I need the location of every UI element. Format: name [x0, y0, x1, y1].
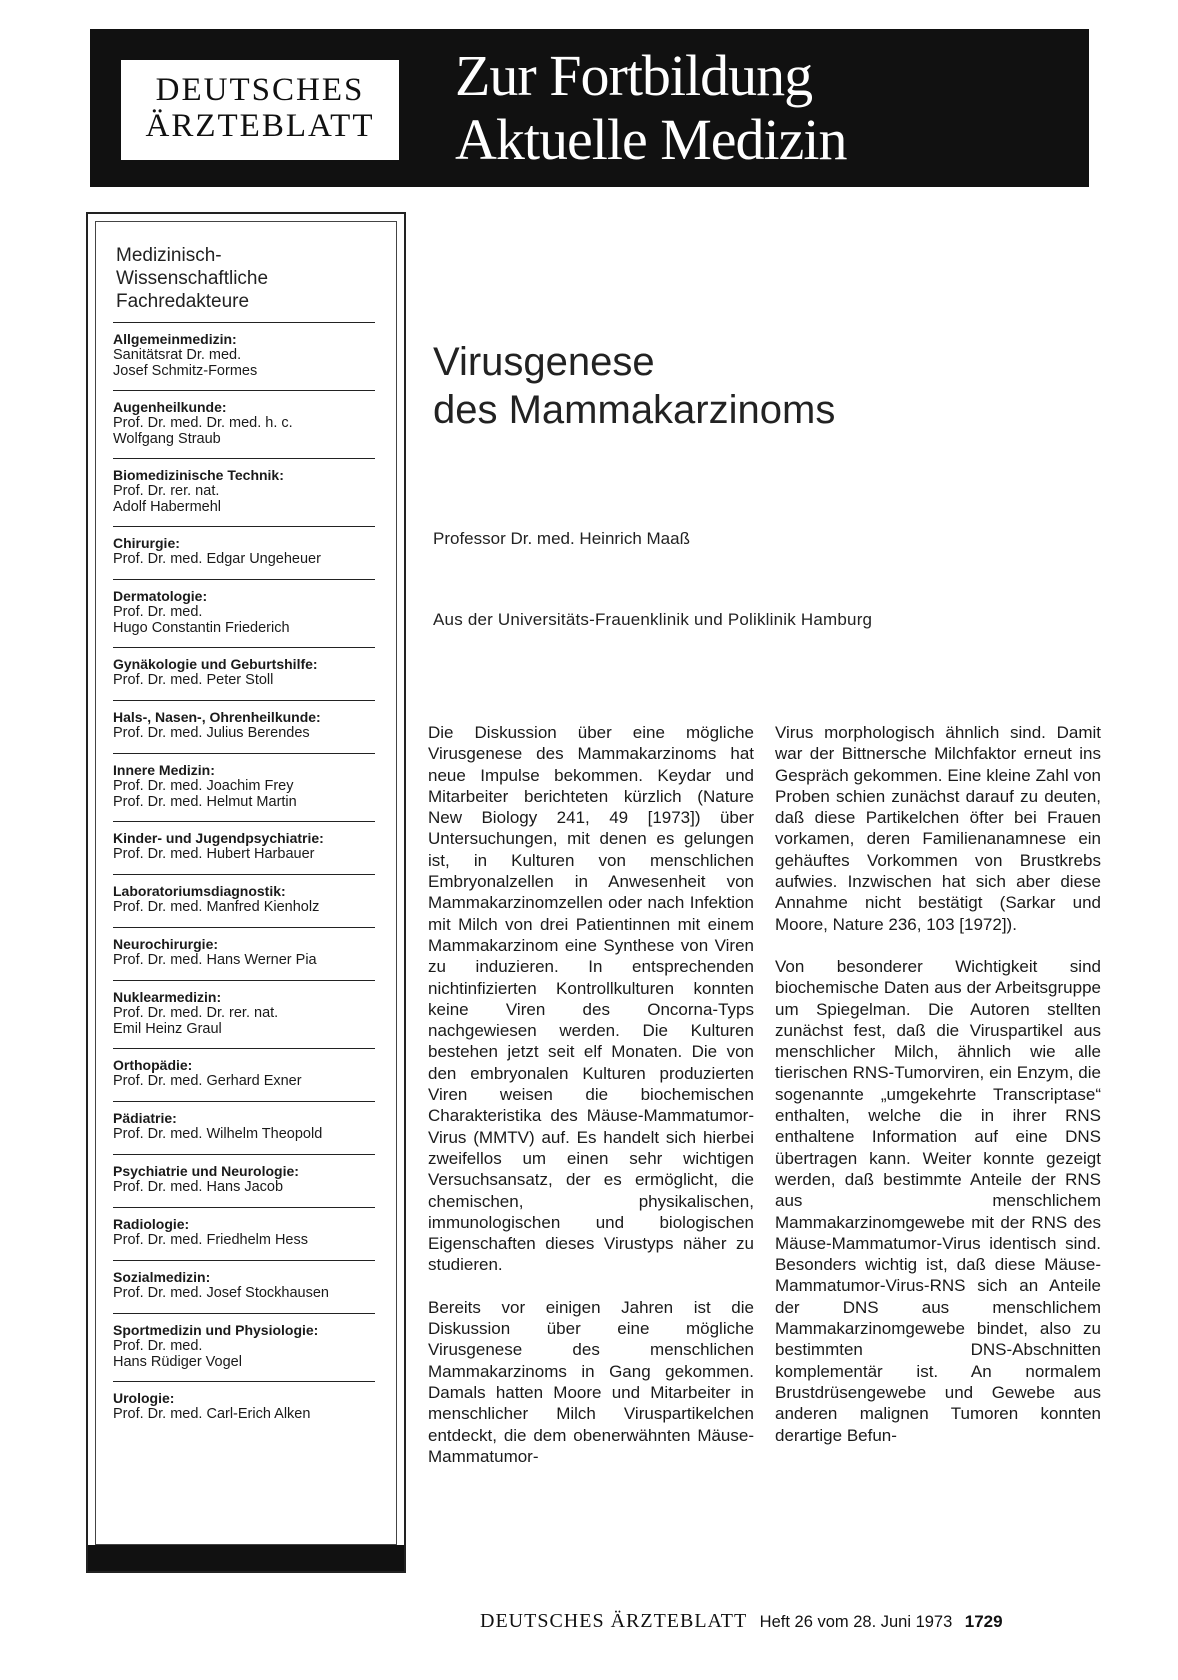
editor-specialty: Gynäkologie und Geburtshilfe:	[113, 656, 318, 672]
editor-entry	[113, 322, 375, 390]
article-column-1	[428, 722, 754, 1488]
editor-entry	[113, 390, 375, 458]
editor-entry	[113, 980, 375, 1048]
editor-entry	[113, 753, 375, 821]
editor-entry	[113, 1154, 375, 1207]
editor-specialty: Innere Medizin:	[113, 762, 215, 778]
editor-specialty: Nuklearmedizin:	[113, 989, 222, 1005]
editor-entry	[113, 579, 375, 647]
editor-specialty: Orthopädie:	[113, 1057, 193, 1073]
editors-sidebar	[86, 212, 406, 1573]
editor-name: Prof. Dr. rer. nat. Adolf Habermehl	[113, 483, 221, 515]
editor-name: Prof. Dr. med. Hans Werner Pia	[113, 952, 317, 968]
editors-list	[113, 322, 375, 1431]
editor-entry	[113, 821, 375, 874]
section-title-line-2: Aktuelle Medizin	[455, 107, 847, 172]
editor-name: Prof. Dr. med. Peter Stoll	[113, 672, 274, 688]
editor-entry	[113, 526, 375, 579]
masthead-line-2: ÄRZTEBLATT	[145, 108, 375, 144]
footer-issue: Heft 26 vom 28. Juni 1973	[759, 1613, 953, 1631]
editor-specialty: Allgemeinmedizin:	[113, 331, 237, 347]
editor-specialty: Augenheilkunde:	[113, 399, 227, 415]
editor-specialty: Radiologie:	[113, 1216, 190, 1232]
editor-specialty: Psychiatrie und Neurologie:	[113, 1163, 299, 1179]
editor-specialty: Neurochirurgie:	[113, 936, 219, 952]
editor-entry	[113, 1048, 375, 1101]
page-footer	[480, 1610, 1090, 1633]
editor-specialty: Biomedizinische Technik:	[113, 467, 284, 483]
editor-name: Prof. Dr. med. Dr. med. h. c. Wolfgang Straub	[113, 415, 293, 447]
article-paragraph: Virus morphologisch ähnlich sind. Damit war der Bittnersche Milchfaktor erneut ins Gespräch gekommen. Eine kleine Zahl von Proben schien zunächst darauf zu deuten, daß diese Partikelchen öfter bei Frauen vorkamen, deren Familienanamnese ein gehäuftes Vorkommen von Brustkrebs aufwies. Inzwischen hat sich aber diese Annahme nicht bestätigt (Sarkar und Moore, Nature 236, 103 [1972]).	[775, 723, 1101, 934]
editor-entry	[113, 1207, 375, 1260]
editor-specialty: Chirurgie:	[113, 535, 180, 551]
editor-specialty: Laboratoriumsdiagnostik:	[113, 883, 286, 899]
editor-specialty: Dermatologie:	[113, 588, 208, 604]
article-column-2	[775, 722, 1101, 1467]
editor-entry	[113, 700, 375, 753]
section-title	[455, 44, 1075, 172]
editor-specialty: Urologie:	[113, 1390, 175, 1406]
editor-name: Prof. Dr. med. Julius Berendes	[113, 725, 310, 741]
article-author: Professor Dr. med. Heinrich Maaß	[433, 529, 690, 548]
footer-journal-name: DEUTSCHES ÄRZTEBLATT	[480, 1610, 748, 1632]
editor-name: Prof. Dr. med. Hugo Constantin Friederich	[113, 604, 290, 636]
editor-entry	[113, 1101, 375, 1154]
editor-specialty: Sozialmedizin:	[113, 1269, 211, 1285]
editor-entry	[113, 1260, 375, 1313]
editor-name: Prof. Dr. med. Gerhard Exner	[113, 1073, 302, 1089]
editors-heading: Medizinisch- Wissenschaftliche Fachredakteure	[116, 245, 269, 312]
editor-entry	[113, 1313, 375, 1381]
masthead-line-1: DEUTSCHES	[155, 72, 365, 108]
editor-entry	[113, 1381, 375, 1431]
editor-specialty: Hals-, Nasen-, Ohrenheilkunde:	[113, 709, 321, 725]
editor-specialty: Sportmedizin und Physiologie:	[113, 1322, 319, 1338]
editor-name: Sanitätsrat Dr. med. Josef Schmitz-Formes	[113, 347, 258, 379]
editor-name: Prof. Dr. med. Wilhelm Theopold	[113, 1126, 323, 1142]
editor-name: Prof. Dr. med. Josef Stockhausen	[113, 1285, 329, 1301]
page-number: 1729	[964, 1612, 1003, 1631]
editor-entry	[113, 874, 375, 927]
article-affiliation: Aus der Universitäts-Frauenklinik und Poliklinik Hamburg	[433, 610, 873, 629]
article-paragraph: Von besonderer Wichtigkeit sind biochemische Daten aus der Arbeitsgruppe um Spiegelman. Die Autoren stellten zunächst fest, daß die Viruspartikel aus menschlicher Milch, ähnlich wie alle tierischen RNS-Tumorviren, ein Enzym, die sogenannte „umgekehrte Transcriptase“ enthalten, welche die in ihrer RNS enthaltene Information auf eine DNS übertragen kann. Weiter konnte gezeigt werden, daß bestimmte Anteile der RNS aus menschlichem Mammakarzinomgewebe mit der RNS des Mäuse-Mammatumor-Virus identisch sind. Besonders wichtig ist, daß diese Mäuse-Mammatumor-Virus-RNS sich an Anteile der DNS aus menschlichem Mammakarzinomgewebe bindet, also zu bestimmten DNS-Abschnitten komplementär ist. An normalem Brustdrüsengewebe und Gewebe aus anderen malignen Tumoren konnten derartige Befun-	[775, 956, 1101, 1445]
editor-name: Prof. Dr. med. Manfred Kienholz	[113, 899, 320, 915]
editor-name: Prof. Dr. med. Edgar Ungeheuer	[113, 551, 321, 567]
editors-sidebar-footer-bar	[88, 1545, 404, 1571]
editor-specialty: Kinder- und Jugendpsychiatrie:	[113, 830, 324, 846]
editor-name: Prof. Dr. med. Joachim Frey Prof. Dr. med. Helmut Martin	[113, 778, 297, 810]
article-title-line-1: Virusgenese	[433, 340, 655, 384]
editor-specialty: Pädiatrie:	[113, 1110, 177, 1126]
article-paragraph: Bereits vor einigen Jahren ist die Diskussion über eine mögliche Virusgenese des menschlichen Mammakarzinoms in Gang gekommen. Damals hatten Moore und Mitarbeiter in menschlicher Milch Viruspartikelchen entdeckt, die dem obenerwähnten Mäuse-Mammatumor-	[428, 1297, 754, 1466]
editor-entry	[113, 927, 375, 980]
editor-name: Prof. Dr. med. Hans Jacob	[113, 1179, 284, 1195]
editor-name: Prof. Dr. med. Dr. rer. nat. Emil Heinz Graul	[113, 1005, 279, 1037]
article-paragraph: Die Diskussion über eine mögliche Virusgenese des Mammakarzinoms hat neue Impulse bekommen. Keydar und Mitarbeiter berichteten kürzlich (Nature New Biology 241, 49 [1973]) über Untersuchungen, mit denen es gelungen ist, in Kulturen von menschlichen Embryonalzellen in Anwesenheit von Mammakarzinomzellen oder nach Infektion mit Milch von drei Patientinnen mit einem Mammakarzinom eine Synthese von Viren zu induzieren. In entsprechenden nichtinfizierten Kontrollkulturen konnten keine Viren des Oncorna-Typs nachgewiesen werden. Die Kulturen bestehen jetzt seit elf Monaten. Die von den embryonalen Kulturen produzierten Viren weisen die biochemischen Charakteristika des Mäuse-Mammatumor-Virus (MMTV) auf. Es handelt sich hierbei zweifellos um einen sehr wichtigen Versuchsansatz, der es ermöglicht, die chemischen, physikalischen, immunologischen und biologischen Eigenschaften dieses Virustyps näher zu studieren.	[428, 723, 754, 1275]
section-title-line-1: Zur Fortbildung	[455, 43, 813, 108]
editor-name: Prof. Dr. med. Carl-Erich Alken	[113, 1406, 311, 1422]
editor-entry	[113, 458, 375, 526]
editor-name: Prof. Dr. med. Hubert Harbauer	[113, 846, 315, 862]
editor-entry	[113, 647, 375, 700]
journal-masthead	[121, 60, 399, 160]
editor-name: Prof. Dr. med. Friedhelm Hess	[113, 1232, 308, 1248]
article-title-line-2: des Mammakarzinoms	[433, 388, 836, 432]
article-title	[433, 338, 1073, 434]
editor-name: Prof. Dr. med. Hans Rüdiger Vogel	[113, 1338, 242, 1370]
